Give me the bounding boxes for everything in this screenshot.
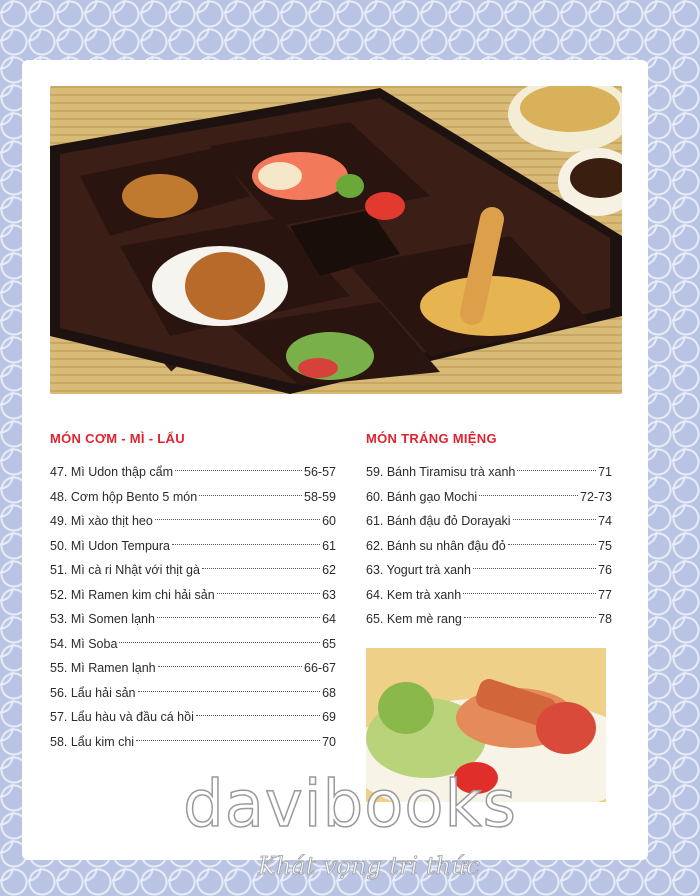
toc-entry-page: 72-73 bbox=[580, 489, 612, 504]
dot-leader bbox=[119, 642, 320, 643]
toc-entry bbox=[366, 485, 612, 510]
toc-entry-page: 66-67 bbox=[304, 661, 336, 675]
toc-entry bbox=[366, 583, 612, 608]
toc-entry-title: 55. Mì Ramen lạnh bbox=[50, 661, 156, 675]
toc-entry bbox=[366, 558, 612, 583]
bento-box-photo bbox=[50, 86, 622, 394]
toc-entry bbox=[366, 607, 612, 632]
toc-entry bbox=[366, 534, 612, 559]
dot-leader bbox=[136, 740, 320, 741]
toc-entry-page: 62 bbox=[322, 563, 336, 577]
toc-list-left bbox=[50, 460, 336, 754]
toc-entry-page: 74 bbox=[598, 514, 612, 528]
toc-entry-title: 54. Mì Soba bbox=[50, 636, 118, 651]
toc-entry-page: 58-59 bbox=[304, 489, 336, 504]
content-page bbox=[22, 60, 648, 860]
toc-entry-title: 62. Bánh su nhân đậu đỏ bbox=[366, 538, 506, 553]
dot-leader bbox=[464, 617, 596, 618]
toc-entry-title: 63. Yogurt trà xanh bbox=[366, 563, 471, 577]
watermark-brand: davibooks bbox=[183, 768, 517, 842]
toc-entry-page: 60 bbox=[322, 514, 336, 528]
dot-leader bbox=[508, 544, 596, 545]
toc-entry bbox=[50, 656, 336, 681]
section-title-desserts: MÓN TRÁNG MIỆNG bbox=[366, 431, 497, 446]
toc-entry-title: 48. Cơm hộp Bento 5 món bbox=[50, 489, 198, 504]
toc-entry-title: 56. Lẩu hải sản bbox=[50, 685, 136, 700]
toc-entry bbox=[366, 509, 612, 534]
toc-entry-page: 76 bbox=[598, 563, 612, 577]
toc-entry-title: 59. Bánh Tiramisu trà xanh bbox=[366, 465, 516, 479]
toc-entry-page: 56-57 bbox=[304, 465, 336, 479]
dot-leader bbox=[217, 593, 320, 594]
toc-entry-page: 63 bbox=[322, 587, 336, 602]
toc-entry-page: 71 bbox=[598, 465, 612, 479]
toc-entry-page: 77 bbox=[598, 587, 612, 602]
dot-leader bbox=[517, 470, 596, 471]
toc-entry bbox=[50, 632, 336, 657]
dot-leader bbox=[199, 495, 302, 496]
toc-entry-title: 47. Mì Udon thập cẩm bbox=[50, 465, 173, 479]
toc-entry-page: 68 bbox=[322, 685, 336, 700]
toc-entry bbox=[50, 607, 336, 632]
toc-entry-page: 70 bbox=[322, 734, 336, 749]
toc-entry-title: 65. Kem mè rang bbox=[366, 612, 462, 626]
toc-entry-page: 61 bbox=[322, 538, 336, 553]
dot-leader bbox=[138, 691, 321, 692]
toc-list-right bbox=[366, 460, 612, 632]
toc-entry bbox=[50, 558, 336, 583]
bento-box-illustration bbox=[50, 86, 622, 394]
toc-entry-page: 64 bbox=[322, 612, 336, 626]
dot-leader bbox=[157, 617, 320, 618]
toc-right-column bbox=[366, 430, 612, 632]
toc-entry-title: 64. Kem trà xanh bbox=[366, 587, 462, 602]
dot-leader bbox=[479, 495, 578, 496]
toc-entry-title: 60. Bánh gạo Mochi bbox=[366, 489, 478, 504]
toc-entry-title: 61. Bánh đậu đỏ Dorayaki bbox=[366, 514, 511, 528]
toc-entry bbox=[366, 460, 612, 485]
dot-leader bbox=[513, 519, 597, 520]
toc-entry-title: 52. Mì Ramen kim chi hải sản bbox=[50, 587, 215, 602]
dot-leader bbox=[155, 519, 320, 520]
toc-entry-page: 75 bbox=[598, 538, 612, 553]
toc-entry-page: 65 bbox=[322, 636, 336, 651]
dot-leader bbox=[473, 568, 596, 569]
toc-entry-title: 51. Mì cà ri Nhật với thịt gà bbox=[50, 563, 200, 577]
dot-leader bbox=[196, 715, 320, 716]
toc-entry-title: 50. Mì Udon Tempura bbox=[50, 538, 170, 553]
toc-entry bbox=[50, 485, 336, 510]
toc-entry bbox=[50, 460, 336, 485]
toc-entry-title: 57. Lẩu hàu và đầu cá hồi bbox=[50, 710, 194, 724]
watermark-tagline: Khát vọng tri thức bbox=[258, 852, 480, 880]
dot-leader bbox=[202, 568, 320, 569]
toc-entry-page: 69 bbox=[322, 710, 336, 724]
dot-leader bbox=[175, 470, 302, 471]
toc-entry bbox=[50, 681, 336, 706]
dot-leader bbox=[158, 666, 302, 667]
toc-entry-title: 53. Mì Somen lạnh bbox=[50, 612, 155, 626]
toc-entry bbox=[50, 534, 336, 559]
toc-entry-title: 49. Mì xào thịt heo bbox=[50, 514, 153, 528]
toc-entry-title: 58. Lẩu kim chi bbox=[50, 734, 135, 749]
dot-leader bbox=[172, 544, 320, 545]
toc-left-column bbox=[50, 430, 336, 754]
section-title-rice-noodle-hotpot: MÓN CƠM - MÌ - LẨU bbox=[50, 431, 185, 446]
toc-entry bbox=[50, 705, 336, 730]
toc-entry-page: 78 bbox=[598, 612, 612, 626]
dot-leader bbox=[463, 593, 596, 594]
toc-entry bbox=[50, 583, 336, 608]
toc-entry bbox=[50, 730, 336, 755]
toc-entry bbox=[50, 509, 336, 534]
